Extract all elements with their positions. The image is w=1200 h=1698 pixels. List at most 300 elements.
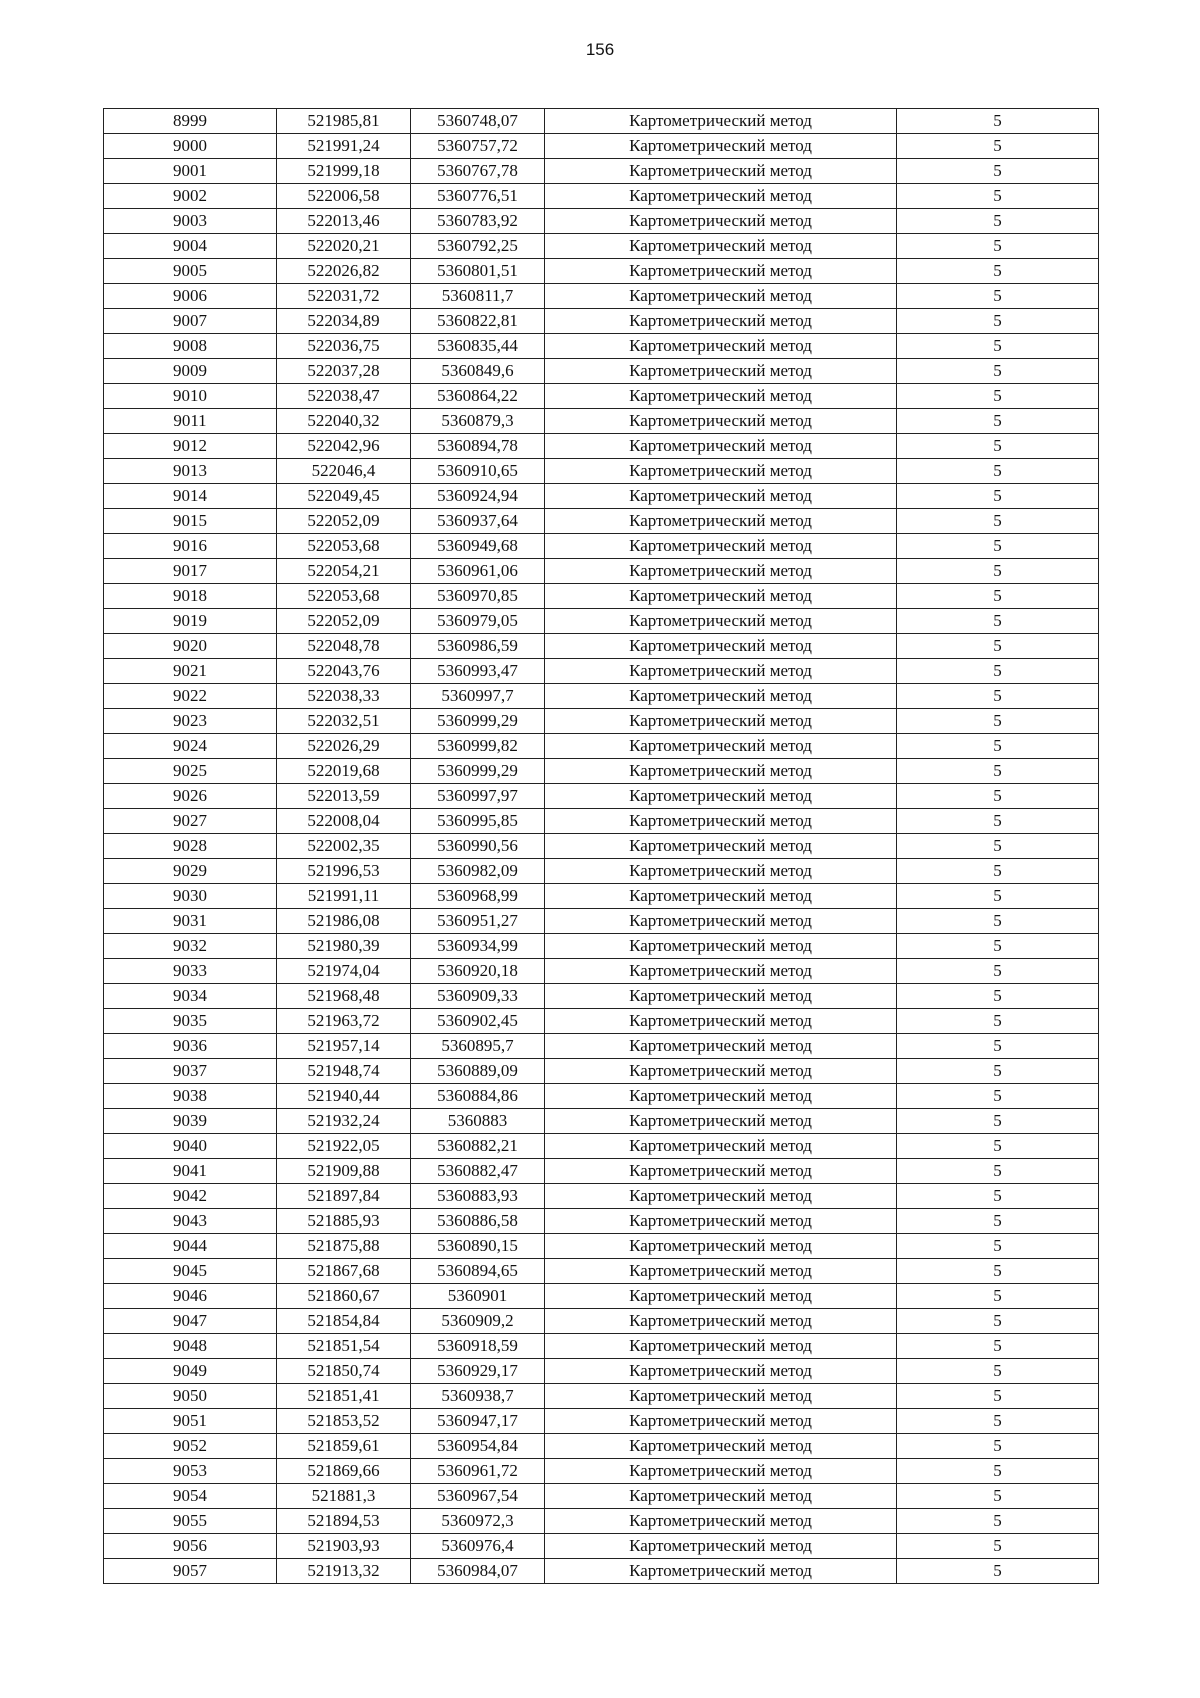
cell-y: 5360990,56 (411, 834, 545, 859)
cell-point: 9056 (104, 1534, 277, 1559)
cell-point: 9011 (104, 409, 277, 434)
table-row (104, 859, 1099, 884)
cell-x: 522013,59 (277, 784, 411, 809)
cell-x: 521853,52 (277, 1409, 411, 1434)
cell-point: 9034 (104, 984, 277, 1009)
cell-point: 9007 (104, 309, 277, 334)
cell-method: Картометрический метод (545, 1509, 897, 1534)
cell-method: Картометрический метод (545, 834, 897, 859)
cell-accuracy: 5 (897, 159, 1099, 184)
cell-x: 521897,84 (277, 1184, 411, 1209)
cell-x: 521851,54 (277, 1334, 411, 1359)
table-row (104, 1084, 1099, 1109)
cell-accuracy: 5 (897, 909, 1099, 934)
cell-y: 5360901 (411, 1284, 545, 1309)
cell-x: 521909,88 (277, 1159, 411, 1184)
table-row (104, 234, 1099, 259)
table-row (104, 509, 1099, 534)
cell-y: 5360792,25 (411, 234, 545, 259)
table-row (104, 1309, 1099, 1334)
cell-point: 9010 (104, 384, 277, 409)
cell-x: 522008,04 (277, 809, 411, 834)
cell-accuracy: 5 (897, 534, 1099, 559)
cell-accuracy: 5 (897, 1409, 1099, 1434)
table-row (104, 1334, 1099, 1359)
cell-point: 9016 (104, 534, 277, 559)
cell-accuracy: 5 (897, 1309, 1099, 1334)
table-row (104, 459, 1099, 484)
cell-method: Картометрический метод (545, 509, 897, 534)
cell-y: 5360757,72 (411, 134, 545, 159)
cell-accuracy: 5 (897, 1559, 1099, 1584)
cell-method: Картометрический метод (545, 359, 897, 384)
cell-accuracy: 5 (897, 459, 1099, 484)
cell-method: Картометрический метод (545, 534, 897, 559)
table-row (104, 1134, 1099, 1159)
cell-x: 521881,3 (277, 1484, 411, 1509)
coordinates-table-body (104, 109, 1099, 1584)
coordinates-table (103, 108, 1099, 1584)
table-row (104, 1509, 1099, 1534)
cell-method: Картометрический метод (545, 909, 897, 934)
cell-accuracy: 5 (897, 134, 1099, 159)
table-row (104, 884, 1099, 909)
cell-x: 522020,21 (277, 234, 411, 259)
cell-method: Картометрический метод (545, 709, 897, 734)
cell-method: Картометрический метод (545, 1134, 897, 1159)
cell-accuracy: 5 (897, 484, 1099, 509)
cell-point: 9002 (104, 184, 277, 209)
cell-accuracy: 5 (897, 759, 1099, 784)
table-row (104, 184, 1099, 209)
cell-x: 521850,74 (277, 1359, 411, 1384)
cell-y: 5360999,82 (411, 734, 545, 759)
cell-point: 9055 (104, 1509, 277, 1534)
cell-x: 521968,48 (277, 984, 411, 1009)
cell-x: 521980,39 (277, 934, 411, 959)
cell-x: 521894,53 (277, 1509, 411, 1534)
cell-method: Картометрический метод (545, 1259, 897, 1284)
cell-x: 522048,78 (277, 634, 411, 659)
cell-point: 9052 (104, 1434, 277, 1459)
cell-method: Картометрический метод (545, 1234, 897, 1259)
cell-x: 521860,67 (277, 1284, 411, 1309)
cell-x: 522054,21 (277, 559, 411, 584)
cell-x: 522052,09 (277, 609, 411, 634)
cell-method: Картометрический метод (545, 334, 897, 359)
cell-x: 521948,74 (277, 1059, 411, 1084)
cell-y: 5360909,2 (411, 1309, 545, 1334)
cell-y: 5360920,18 (411, 959, 545, 984)
cell-method: Картометрический метод (545, 609, 897, 634)
table-row (104, 809, 1099, 834)
cell-y: 5360976,4 (411, 1534, 545, 1559)
cell-x: 522002,35 (277, 834, 411, 859)
table-row (104, 309, 1099, 334)
cell-point: 9032 (104, 934, 277, 959)
cell-method: Картометрический метод (545, 459, 897, 484)
table-row (104, 1284, 1099, 1309)
cell-x: 522053,68 (277, 534, 411, 559)
cell-point: 9029 (104, 859, 277, 884)
table-row (104, 659, 1099, 684)
table-row (104, 159, 1099, 184)
cell-point: 9022 (104, 684, 277, 709)
cell-method: Картометрический метод (545, 1059, 897, 1084)
table-row (104, 109, 1099, 134)
cell-point: 9025 (104, 759, 277, 784)
cell-method: Картометрический метод (545, 434, 897, 459)
cell-x: 522032,51 (277, 709, 411, 734)
cell-point: 9031 (104, 909, 277, 934)
cell-method: Картометрический метод (545, 634, 897, 659)
cell-method: Картометрический метод (545, 484, 897, 509)
cell-accuracy: 5 (897, 209, 1099, 234)
cell-method: Картометрический метод (545, 1384, 897, 1409)
cell-x: 522006,58 (277, 184, 411, 209)
cell-method: Картометрический метод (545, 1434, 897, 1459)
cell-accuracy: 5 (897, 834, 1099, 859)
cell-x: 522026,29 (277, 734, 411, 759)
cell-point: 9021 (104, 659, 277, 684)
cell-x: 522053,68 (277, 584, 411, 609)
table-row (104, 1384, 1099, 1409)
cell-point: 9057 (104, 1559, 277, 1584)
cell-y: 5360864,22 (411, 384, 545, 409)
cell-method: Картометрический метод (545, 1359, 897, 1384)
cell-x: 522042,96 (277, 434, 411, 459)
table-row (104, 734, 1099, 759)
table-row (104, 1034, 1099, 1059)
table-row (104, 1484, 1099, 1509)
cell-method: Картометрический метод (545, 559, 897, 584)
cell-y: 5360909,33 (411, 984, 545, 1009)
table-row (104, 209, 1099, 234)
cell-method: Картометрический метод (545, 159, 897, 184)
cell-x: 522034,89 (277, 309, 411, 334)
cell-y: 5360997,97 (411, 784, 545, 809)
cell-point: 9051 (104, 1409, 277, 1434)
cell-accuracy: 5 (897, 334, 1099, 359)
cell-method: Картометрический метод (545, 309, 897, 334)
cell-method: Картометрический метод (545, 1184, 897, 1209)
cell-x: 521859,61 (277, 1434, 411, 1459)
cell-x: 522038,33 (277, 684, 411, 709)
cell-y: 5360929,17 (411, 1359, 545, 1384)
cell-method: Картометрический метод (545, 859, 897, 884)
cell-method: Картометрический метод (545, 1559, 897, 1584)
cell-x: 521985,81 (277, 109, 411, 134)
cell-y: 5360937,64 (411, 509, 545, 534)
cell-x: 522036,75 (277, 334, 411, 359)
table-row (104, 634, 1099, 659)
cell-y: 5360879,3 (411, 409, 545, 434)
cell-accuracy: 5 (897, 434, 1099, 459)
cell-x: 521991,11 (277, 884, 411, 909)
cell-point: 9039 (104, 1109, 277, 1134)
cell-x: 521957,14 (277, 1034, 411, 1059)
cell-point: 9047 (104, 1309, 277, 1334)
cell-x: 521974,04 (277, 959, 411, 984)
table-row (104, 484, 1099, 509)
cell-accuracy: 5 (897, 1184, 1099, 1209)
cell-accuracy: 5 (897, 234, 1099, 259)
table-row (104, 1534, 1099, 1559)
cell-accuracy: 5 (897, 784, 1099, 809)
cell-x: 522038,47 (277, 384, 411, 409)
cell-method: Картометрический метод (545, 1409, 897, 1434)
cell-method: Картометрический метод (545, 1209, 897, 1234)
cell-method: Картометрический метод (545, 734, 897, 759)
cell-method: Картометрический метод (545, 384, 897, 409)
cell-x: 521867,68 (277, 1259, 411, 1284)
table-row (104, 759, 1099, 784)
cell-y: 5360954,84 (411, 1434, 545, 1459)
cell-y: 5360979,05 (411, 609, 545, 634)
cell-method: Картометрический метод (545, 959, 897, 984)
cell-method: Картометрический метод (545, 659, 897, 684)
cell-point: 9005 (104, 259, 277, 284)
table-row (104, 784, 1099, 809)
cell-x: 521991,24 (277, 134, 411, 159)
cell-accuracy: 5 (897, 934, 1099, 959)
cell-y: 5360883,93 (411, 1184, 545, 1209)
cell-method: Картометрический метод (545, 409, 897, 434)
cell-accuracy: 5 (897, 659, 1099, 684)
cell-method: Картометрический метод (545, 1334, 897, 1359)
table-row (104, 1234, 1099, 1259)
cell-accuracy: 5 (897, 384, 1099, 409)
cell-method: Картометрический метод (545, 1284, 897, 1309)
cell-accuracy: 5 (897, 1034, 1099, 1059)
cell-point: 9035 (104, 1009, 277, 1034)
cell-x: 521963,72 (277, 1009, 411, 1034)
table-row (104, 1109, 1099, 1134)
cell-point: 9049 (104, 1359, 277, 1384)
cell-accuracy: 5 (897, 1059, 1099, 1084)
cell-y: 5360884,86 (411, 1084, 545, 1109)
cell-accuracy: 5 (897, 1284, 1099, 1309)
cell-point: 9004 (104, 234, 277, 259)
cell-y: 5360849,6 (411, 359, 545, 384)
cell-x: 522052,09 (277, 509, 411, 534)
cell-point: 9018 (104, 584, 277, 609)
cell-point: 9026 (104, 784, 277, 809)
cell-y: 5360938,7 (411, 1384, 545, 1409)
cell-y: 5360997,7 (411, 684, 545, 709)
cell-method: Картометрический метод (545, 1309, 897, 1334)
cell-y: 5360949,68 (411, 534, 545, 559)
cell-accuracy: 5 (897, 409, 1099, 434)
cell-y: 5360902,45 (411, 1009, 545, 1034)
cell-y: 5360883 (411, 1109, 545, 1134)
cell-point: 9013 (104, 459, 277, 484)
cell-accuracy: 5 (897, 1509, 1099, 1534)
cell-method: Картометрический метод (545, 259, 897, 284)
table-row (104, 1459, 1099, 1484)
cell-accuracy: 5 (897, 734, 1099, 759)
cell-accuracy: 5 (897, 859, 1099, 884)
cell-y: 5360999,29 (411, 709, 545, 734)
table-row (104, 1409, 1099, 1434)
table-row (104, 434, 1099, 459)
cell-accuracy: 5 (897, 1109, 1099, 1134)
table-row (104, 1159, 1099, 1184)
cell-x: 521903,93 (277, 1534, 411, 1559)
cell-y: 5360748,07 (411, 109, 545, 134)
cell-y: 5360982,09 (411, 859, 545, 884)
cell-y: 5360776,51 (411, 184, 545, 209)
cell-x: 521999,18 (277, 159, 411, 184)
table-row (104, 334, 1099, 359)
cell-point: 9015 (104, 509, 277, 534)
cell-method: Картометрический метод (545, 584, 897, 609)
cell-accuracy: 5 (897, 584, 1099, 609)
cell-accuracy: 5 (897, 559, 1099, 584)
table-row (104, 1009, 1099, 1034)
cell-point: 9045 (104, 1259, 277, 1284)
table-row (104, 559, 1099, 584)
cell-point: 9038 (104, 1084, 277, 1109)
cell-x: 522040,32 (277, 409, 411, 434)
cell-accuracy: 5 (897, 1384, 1099, 1409)
cell-y: 5360889,09 (411, 1059, 545, 1084)
cell-point: 9046 (104, 1284, 277, 1309)
cell-point: 9050 (104, 1384, 277, 1409)
cell-method: Картометрический метод (545, 809, 897, 834)
cell-point: 9037 (104, 1059, 277, 1084)
cell-accuracy: 5 (897, 509, 1099, 534)
cell-accuracy: 5 (897, 709, 1099, 734)
cell-accuracy: 5 (897, 1459, 1099, 1484)
cell-point: 9019 (104, 609, 277, 634)
table-row (104, 1434, 1099, 1459)
cell-method: Картометрический метод (545, 1084, 897, 1109)
cell-method: Картометрический метод (545, 1009, 897, 1034)
cell-x: 521996,53 (277, 859, 411, 884)
cell-x: 522026,82 (277, 259, 411, 284)
cell-y: 5360882,21 (411, 1134, 545, 1159)
cell-point: 9040 (104, 1134, 277, 1159)
cell-method: Картометрический метод (545, 1534, 897, 1559)
cell-accuracy: 5 (897, 109, 1099, 134)
cell-y: 5360984,07 (411, 1559, 545, 1584)
table-row (104, 609, 1099, 634)
cell-x: 521913,32 (277, 1559, 411, 1584)
cell-y: 5360951,27 (411, 909, 545, 934)
cell-x: 521875,88 (277, 1234, 411, 1259)
cell-accuracy: 5 (897, 809, 1099, 834)
cell-accuracy: 5 (897, 1259, 1099, 1284)
cell-accuracy: 5 (897, 1534, 1099, 1559)
cell-x: 521922,05 (277, 1134, 411, 1159)
cell-point: 9012 (104, 434, 277, 459)
cell-method: Картометрический метод (545, 759, 897, 784)
table-row (104, 1359, 1099, 1384)
cell-y: 5360918,59 (411, 1334, 545, 1359)
cell-accuracy: 5 (897, 184, 1099, 209)
cell-method: Картометрический метод (545, 1159, 897, 1184)
table-row (104, 1559, 1099, 1584)
cell-point: 9014 (104, 484, 277, 509)
table-row (104, 934, 1099, 959)
cell-accuracy: 5 (897, 1134, 1099, 1159)
table-row (104, 709, 1099, 734)
cell-y: 5360767,78 (411, 159, 545, 184)
cell-y: 5360894,65 (411, 1259, 545, 1284)
cell-x: 522049,45 (277, 484, 411, 509)
cell-point: 9033 (104, 959, 277, 984)
cell-method: Картометрический метод (545, 784, 897, 809)
cell-x: 522037,28 (277, 359, 411, 384)
cell-y: 5360910,65 (411, 459, 545, 484)
cell-method: Картометрический метод (545, 234, 897, 259)
cell-x: 521869,66 (277, 1459, 411, 1484)
cell-x: 522031,72 (277, 284, 411, 309)
cell-accuracy: 5 (897, 1334, 1099, 1359)
cell-point: 9000 (104, 134, 277, 159)
table-row (104, 534, 1099, 559)
cell-point: 9043 (104, 1209, 277, 1234)
cell-accuracy: 5 (897, 1084, 1099, 1109)
cell-point: 9036 (104, 1034, 277, 1059)
cell-point: 9054 (104, 1484, 277, 1509)
cell-x: 522046,4 (277, 459, 411, 484)
cell-point: 9030 (104, 884, 277, 909)
cell-accuracy: 5 (897, 684, 1099, 709)
cell-accuracy: 5 (897, 259, 1099, 284)
cell-method: Картометрический метод (545, 1484, 897, 1509)
table-row (104, 259, 1099, 284)
cell-accuracy: 5 (897, 309, 1099, 334)
cell-accuracy: 5 (897, 1434, 1099, 1459)
cell-x: 521986,08 (277, 909, 411, 934)
cell-accuracy: 5 (897, 609, 1099, 634)
cell-method: Картометрический метод (545, 134, 897, 159)
table-row (104, 1184, 1099, 1209)
cell-point: 9017 (104, 559, 277, 584)
cell-x: 521854,84 (277, 1309, 411, 1334)
cell-y: 5360961,06 (411, 559, 545, 584)
cell-accuracy: 5 (897, 984, 1099, 1009)
cell-accuracy: 5 (897, 1484, 1099, 1509)
table-row (104, 409, 1099, 434)
cell-method: Картометрический метод (545, 1034, 897, 1059)
cell-method: Картометрический метод (545, 209, 897, 234)
table-row (104, 909, 1099, 934)
cell-point: 9041 (104, 1159, 277, 1184)
cell-point: 8999 (104, 109, 277, 134)
cell-x: 521940,44 (277, 1084, 411, 1109)
cell-point: 9003 (104, 209, 277, 234)
cell-x: 522013,46 (277, 209, 411, 234)
table-row (104, 284, 1099, 309)
table-row (104, 1059, 1099, 1084)
cell-method: Картометрический метод (545, 1459, 897, 1484)
cell-method: Картометрический метод (545, 284, 897, 309)
cell-point: 9028 (104, 834, 277, 859)
cell-x: 522019,68 (277, 759, 411, 784)
cell-method: Картометрический метод (545, 884, 897, 909)
cell-y: 5360835,44 (411, 334, 545, 359)
cell-method: Картометрический метод (545, 109, 897, 134)
cell-point: 9027 (104, 809, 277, 834)
cell-x: 521851,41 (277, 1384, 411, 1409)
cell-y: 5360999,29 (411, 759, 545, 784)
table-row (104, 134, 1099, 159)
cell-y: 5360890,15 (411, 1234, 545, 1259)
cell-y: 5360894,78 (411, 434, 545, 459)
